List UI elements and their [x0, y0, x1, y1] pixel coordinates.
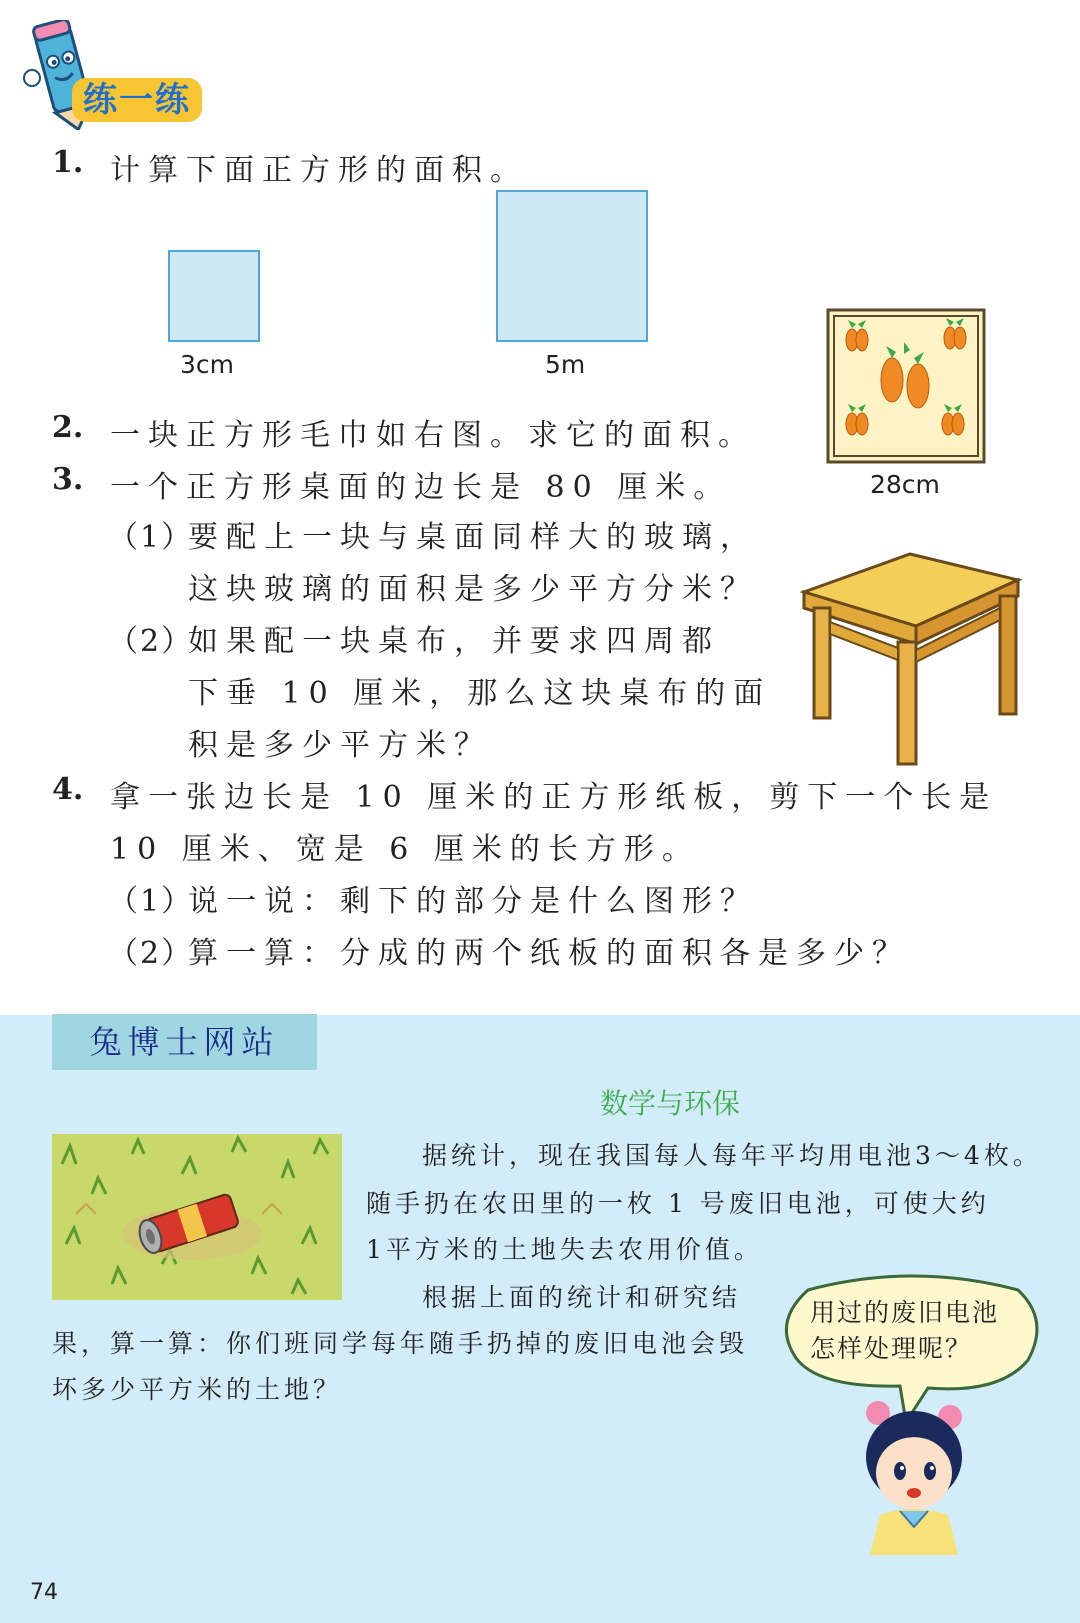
q3-sub2-line3: 积是多少平方米？: [188, 728, 492, 763]
bubble-line1: 用过的废旧电池: [810, 1298, 1000, 1327]
q3-sub2-line2: 下垂 10 厘米，那么这块桌布的面: [188, 676, 772, 711]
towel-side-label: 28cm: [870, 470, 940, 499]
q1-text: 计算下面正方形的面积。: [110, 153, 528, 188]
q3-sub2-label: （2）: [108, 624, 194, 659]
carrot-towel-icon: [826, 308, 986, 464]
website-para2-line3: 坏多少平方米的土地？: [52, 1375, 343, 1404]
q3-number: 3.: [52, 462, 84, 497]
website-para2-line2: 果，算一算：你们班同学每年随手扔掉的废旧电池会毁: [52, 1329, 749, 1358]
small-square-label: 3cm: [180, 350, 235, 379]
square-table-icon: [800, 552, 1022, 766]
q2-number: 2.: [52, 410, 84, 445]
large-square: [496, 190, 648, 342]
q3-text: 一个正方形桌面的边长是 80 厘米。: [110, 470, 732, 505]
battery-in-field-icon: [52, 1134, 342, 1300]
q4-line2: 10 厘米、宽是 6 厘米的长方形。: [110, 832, 700, 867]
section-badge-label: 练一练: [72, 78, 202, 122]
q4-sub1-label: （1）: [108, 884, 194, 919]
q2-text: 一块正方形毛巾如右图。求它的面积。: [110, 418, 756, 453]
bubble-line2: 怎样处理呢？: [810, 1334, 973, 1363]
website-para1-line1: 据统计，现在我国每人每年平均用电池3～4枚。: [422, 1141, 1042, 1170]
website-para1-line3: 1平方米的土地失去农用价值。: [366, 1235, 763, 1264]
website-para2-line1: 根据上面的统计和研究结: [422, 1283, 742, 1312]
girl-character-icon: [850, 1395, 980, 1555]
q4-number: 4.: [52, 772, 84, 807]
large-square-label: 5m: [545, 350, 586, 379]
q4-sub2-label: （2）: [108, 936, 194, 971]
q3-sub1-label: （1）: [108, 520, 194, 555]
q3-sub1-line1: 要配上一块与桌面同样大的玻璃，: [188, 520, 758, 555]
website-subtitle: 数学与环保: [599, 1087, 740, 1120]
page-number: 74: [30, 1580, 58, 1605]
q4-line1: 拿一张边长是 10 厘米的正方形纸板，剪下一个长是: [110, 780, 998, 815]
q4-sub2-text: 算一算：分成的两个纸板的面积各是多少？: [188, 936, 910, 971]
q1-number: 1.: [52, 145, 84, 180]
q3-sub1-line2: 这块玻璃的面积是多少平方分米？: [188, 572, 758, 607]
q4-sub1-text: 说一说：剩下的部分是什么图形？: [188, 884, 758, 919]
q3-sub2-line1: 如果配一块桌布，并要求四周都: [188, 624, 720, 659]
speech-bubble-text: [810, 1295, 1040, 1367]
small-square: [168, 250, 260, 342]
website-para1-line2: 随手扔在农田里的一枚 1 号废旧电池，可使大约: [366, 1189, 990, 1218]
website-tab-title: 兔博士网站: [52, 1014, 317, 1070]
